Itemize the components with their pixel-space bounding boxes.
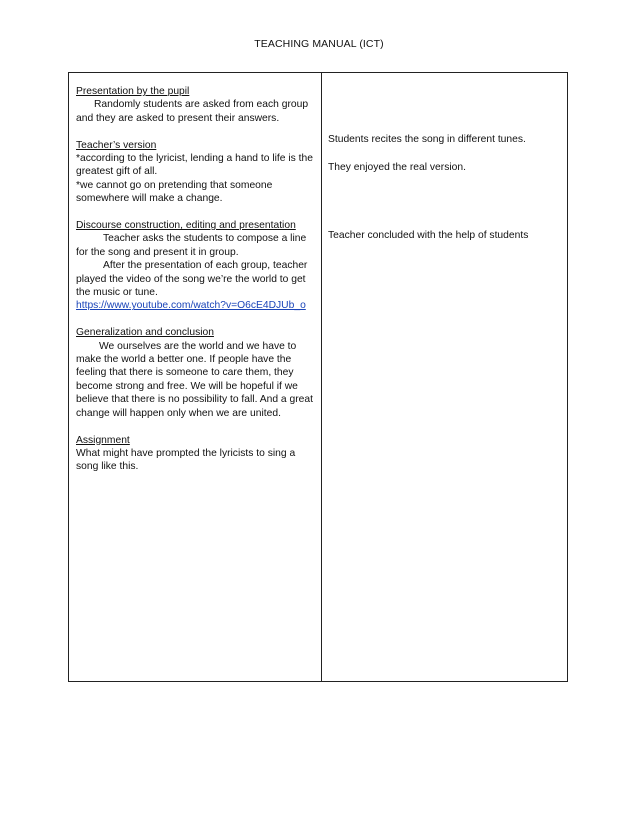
right-item-1: Students recites the song in different tunes.	[328, 134, 526, 145]
assignment-section	[76, 434, 316, 474]
left-column	[76, 85, 316, 487]
generalization-text: We ourselves are the world and we have to make the world a better one. If people have the feeling that there is someone to care them, they become strong and free. We will be hopeful if we believe that there is no possibility to fall. And a great change will happen only when we are united.	[76, 340, 313, 419]
presentation-heading: Presentation by the pupil	[76, 86, 190, 97]
page-title: TEACHING MANUAL (ICT)	[254, 38, 384, 50]
discourse-section	[76, 219, 316, 313]
assignment-text: What might have prompted the lyricists to sing a song like this.	[76, 447, 296, 473]
assignment-heading: Assignment	[76, 434, 130, 446]
discourse-para1: Teacher asks the students to compose a line for the song and present it in group.	[76, 233, 307, 258]
discourse-heading: Discourse construction, editing and presentation	[76, 220, 296, 232]
teachers-version-heading: Teacher’s version	[76, 139, 157, 151]
presentation-section	[76, 85, 316, 125]
teachers-version-line2: *we cannot go on pretending that someone somewhere will make a change.	[76, 179, 273, 205]
column-divider	[321, 73, 322, 681]
youtube-link[interactable]: https://www.youtube.com/watch?v=O6cE4DJUb_o	[76, 300, 306, 312]
lesson-table	[68, 72, 568, 682]
generalization-section	[76, 326, 316, 420]
right-item-3: Teacher concluded with the help of students	[328, 230, 529, 241]
right-item-2: They enjoyed the real version.	[328, 162, 466, 173]
presentation-text: Randomly students are asked from each group and they are asked to present their answers.	[76, 99, 309, 124]
teachers-version-section	[76, 139, 316, 206]
discourse-para2: After the presentation of each group, teacher played the video of the song we’re the world to get the music or tune.	[76, 260, 308, 299]
teachers-version-line1: *according to the lyricist, lending a hand to life is the greatest gift of all.	[76, 153, 313, 178]
generalization-heading: Generalization and conclusion	[76, 327, 214, 339]
